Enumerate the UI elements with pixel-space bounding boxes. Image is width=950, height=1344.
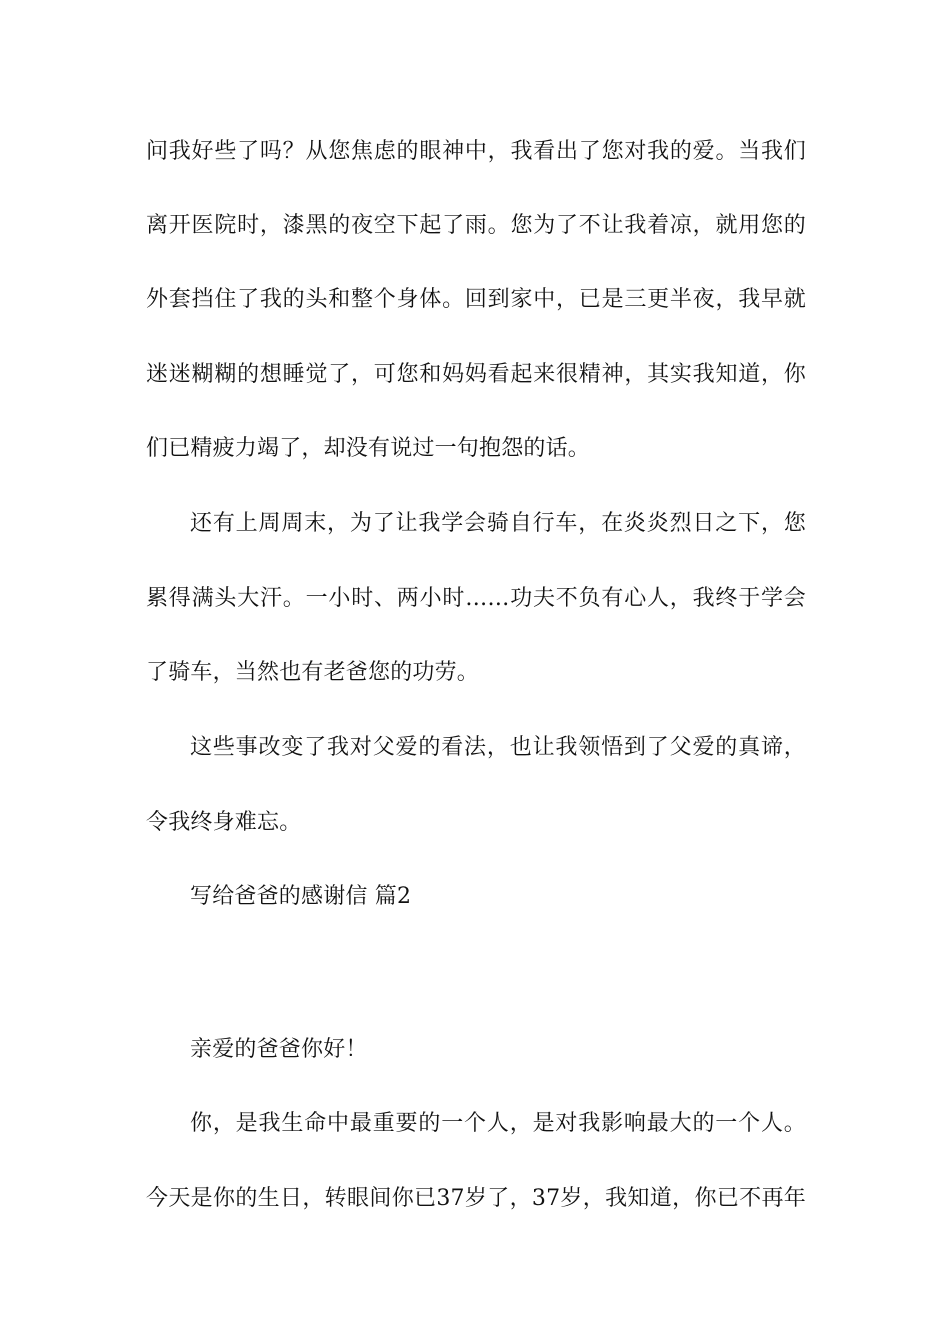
paragraph-line: 还有上周周末，为了让我学会骑自行车，在炎炎烈日之下，您 <box>190 511 806 536</box>
paragraph-line: 今天是你的生日，转眼间你已37岁了，37岁，我知道，你已不再年 <box>146 1186 806 1211</box>
paragraph-line: 迷迷糊糊的想睡觉了，可您和妈妈看起来很精神，其实我知道，你 <box>146 362 806 387</box>
letter-salutation: 亲爱的爸爸你好！ <box>190 1037 368 1062</box>
paragraph-line: 离开医院时，漆黑的夜空下起了雨。您为了不让我着凉，就用您的 <box>146 213 806 238</box>
paragraph-line: 们已精疲力竭了，却没有说过一句抱怨的话。 <box>146 436 591 461</box>
paragraph-line: 问我好些了吗？从您焦虑的眼神中，我看出了您对我的爱。当我们 <box>146 139 806 164</box>
paragraph-line: 累得满头大汗。一小时、两小时……功夫不负有心人，我终于学会 <box>146 586 806 611</box>
paragraph-line: 令我终身难忘。 <box>146 810 302 835</box>
paragraph-line: 你，是我生命中最重要的一个人，是对我影响最大的一个人。 <box>190 1111 806 1136</box>
paragraph-line: 这些事改变了我对父爱的看法，也让我领悟到了父爱的真谛， <box>190 735 806 760</box>
paragraph-line: 外套挡住了我的头和整个身体。回到家中，已是三更半夜，我早就 <box>146 287 806 312</box>
section-heading: 写给爸爸的感谢信 篇2 <box>190 884 412 909</box>
paragraph-line: 了骑车，当然也有老爸您的功劳。 <box>146 660 480 685</box>
